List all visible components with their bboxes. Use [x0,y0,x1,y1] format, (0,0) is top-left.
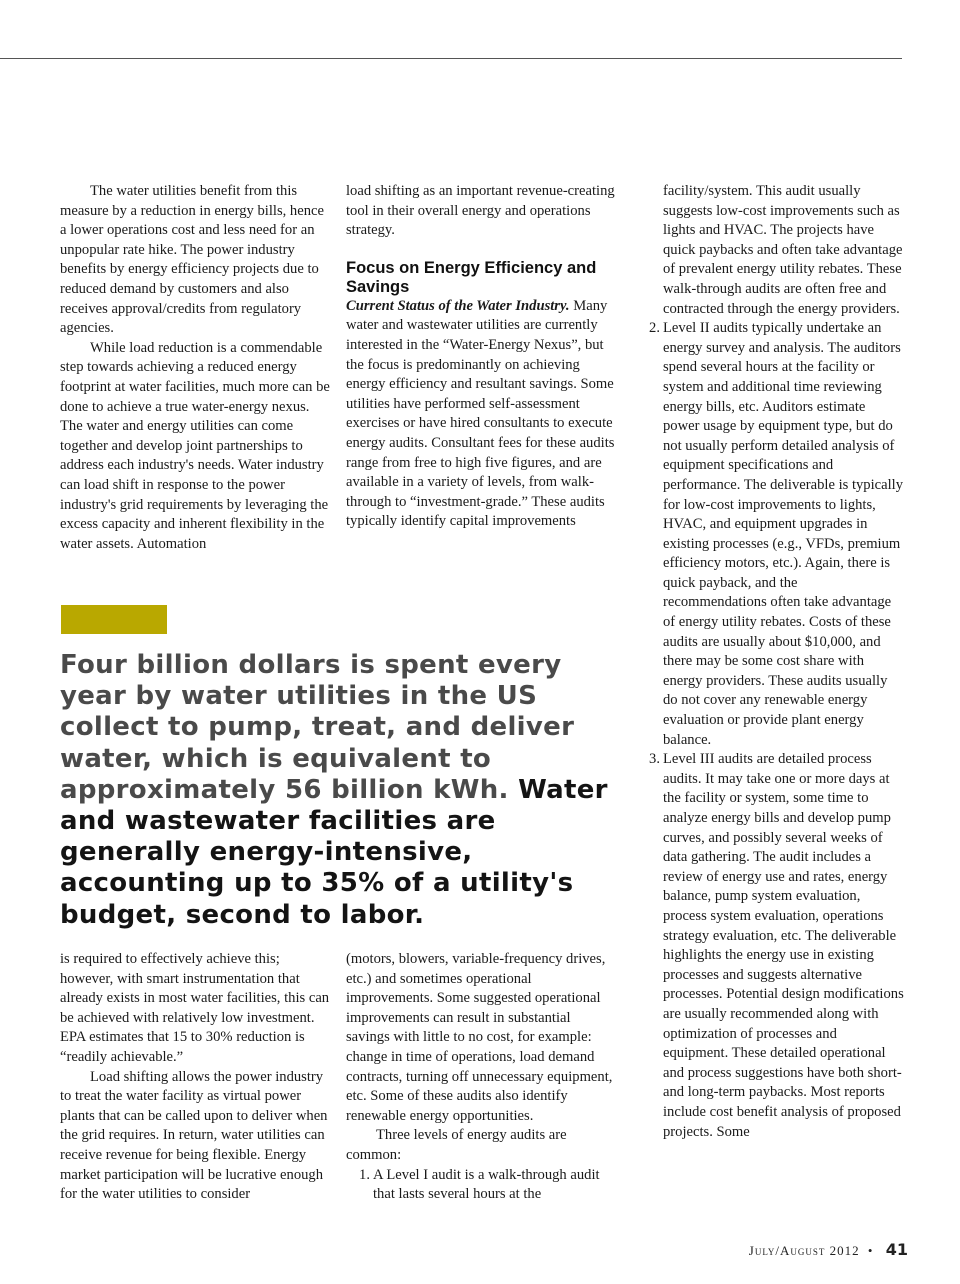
list-item [636,319,904,750]
paragraph [346,297,616,532]
list-item-continuation: facility/system. This audit usually suggests low-cost improvements such as lights and HVAC. The projects have quick paybacks and often take advantage of prevalent energy utility rebates. These walk-through audits are often free and contracted through the energy providers. [663,183,903,317]
pullquote-accent-bar [61,605,167,634]
run-in-heading: Current Status of the Water Industry. [346,297,570,314]
paragraph-text: Many water and wastewater utilities are currently interested in the “Water-Energy Nexus”, but the focus is predominantly on achieving energy efficiency and resultant savings. Some utilities have performed self-assessment exercises or have hired consultants to execute energy audits. Consultant fees for these audits range from free to high five figures, and are available in a variety of levels, from walk-through to “investment-grade.” These audits typically identify capital improvements [346,297,615,530]
list-item [636,750,904,1142]
list-item-text: Level II audits typically undertake an energy survey and analysis. The auditors spend several hours at the facility or system and additional time reviewing energy bills, etc. Auditors estimate power usage by equipment type, but do not usually perform detailed analysis of equipment specifications and performance. The deliverable is typically for low-cost improvements to lights, HVAC, and equipment upgrades in existing processes (e.g., VFDs, premium efficiency motors, etc.). Again, there is quick payback, and the recommendations often take advantage of energy utility rebates. Costs of these audits are usually about $10,000, and there may be some cost share with energy providers. These audits usually do not cover any renewable energy evaluation or provide plant energy balance. [663,320,904,748]
header-rule [0,58,902,59]
page-footer [749,1240,908,1259]
column-2-top [346,182,616,532]
footer-bullet: • [867,1243,874,1258]
audit-levels-list [346,1166,616,1205]
pullquote-part-2: Water and wastewater facilities are generally energy-intensive, accounting up to 35% of a utility's budget, second to labor. [60,774,608,930]
list-number: 1. [359,1166,370,1183]
paragraph: While load reduction is a commendable step towards achieving a reduced energy footprint at water facilities, much more can be done to achieve a true water-energy nexus. The water and energy utilities can come together and develop joint partnerships to address each industry's needs. Water industry can load shift in response to the power industry's grid requirements by leveraging the excess capacity and inherent flexibility in the water assets. Automation [60,339,330,552]
paragraph: load shifting as an important revenue-creating tool in their overall energy and operations strategy. [346,183,615,239]
list-number: 2. [649,320,660,337]
paragraph: Three levels of energy audits are common: [346,1127,567,1163]
pullquote [60,650,630,931]
page-number: 41 [885,1240,908,1259]
section-heading: Focus on Energy Efficiency and Savings [346,258,597,296]
list-item-text: Level III audits are detailed process audits. It may take one or more days at the facility or system, some time to analyze energy bills and develop pump curves, and possibly several weeks of data gathering. The audit includes a review of energy use and rates, energy balance, pump system evaluation, process system evaluation, operations strategy evaluation, etc. The deliverable highlights the energy use in existing processes and suggests alternative processes. Potential design modifications are usually recommended along with optimization of processes and equipment. These detailed operational and process suggestions have both short- and long-term paybacks. Most reports include cost benefit analysis of proposed projects. Some [663,751,904,1140]
column-2-bottom [346,950,616,1205]
paragraph: The water utilities benefit from this measure by a reduction in energy bills, hence a lower operations cost and less need for an unpopular rate hike. The power industry benefits by energy efficiency projects due to reduced demand by customers and also receives approval/credits from regulatory agencies. [60,183,324,337]
column-1-top [60,182,330,554]
paragraph: Load shifting allows the power industry to treat the water facility as virtual power plants that can be called upon to deliver when the grid requires. In return, water utilities can receive revenue for being flexible. Energy market participation will be lucrative enough for the water utilities to consider [60,1068,328,1203]
column-3 [636,182,904,1142]
list-number: 3. [649,751,660,768]
issue-date: July/August 2012 [748,1243,860,1258]
column-1-bottom [60,950,330,1205]
audit-levels-list [636,319,904,1142]
list-item [346,1166,616,1205]
list-item-text: A Level I audit is a walk-through audit that lasts several hours at the [373,1166,600,1203]
pullquote-part-1: Four billion dollars is spent every year by water utilities in the US collect to pump, treat, and deliver water, which is equivalent to approximately 56 billion kWh. [60,650,575,805]
paragraph: (motors, blowers, variable-frequency drives, etc.) and sometimes operational improvements. Some suggested operational improvements can result in substantial savings with little to no cost, for example: change in time of operations, load demand contracts, turning off unnecessary equipment, etc. Some of these audits also identify renewable energy opportunities. [346,951,613,1124]
paragraph: is required to effectively achieve this; however, with smart instrumentation that already exists in most water facilities, this can be achieved with relatively low investment. EPA estimates that 15 to 30% reduction is “readily achievable.” [60,951,330,1065]
